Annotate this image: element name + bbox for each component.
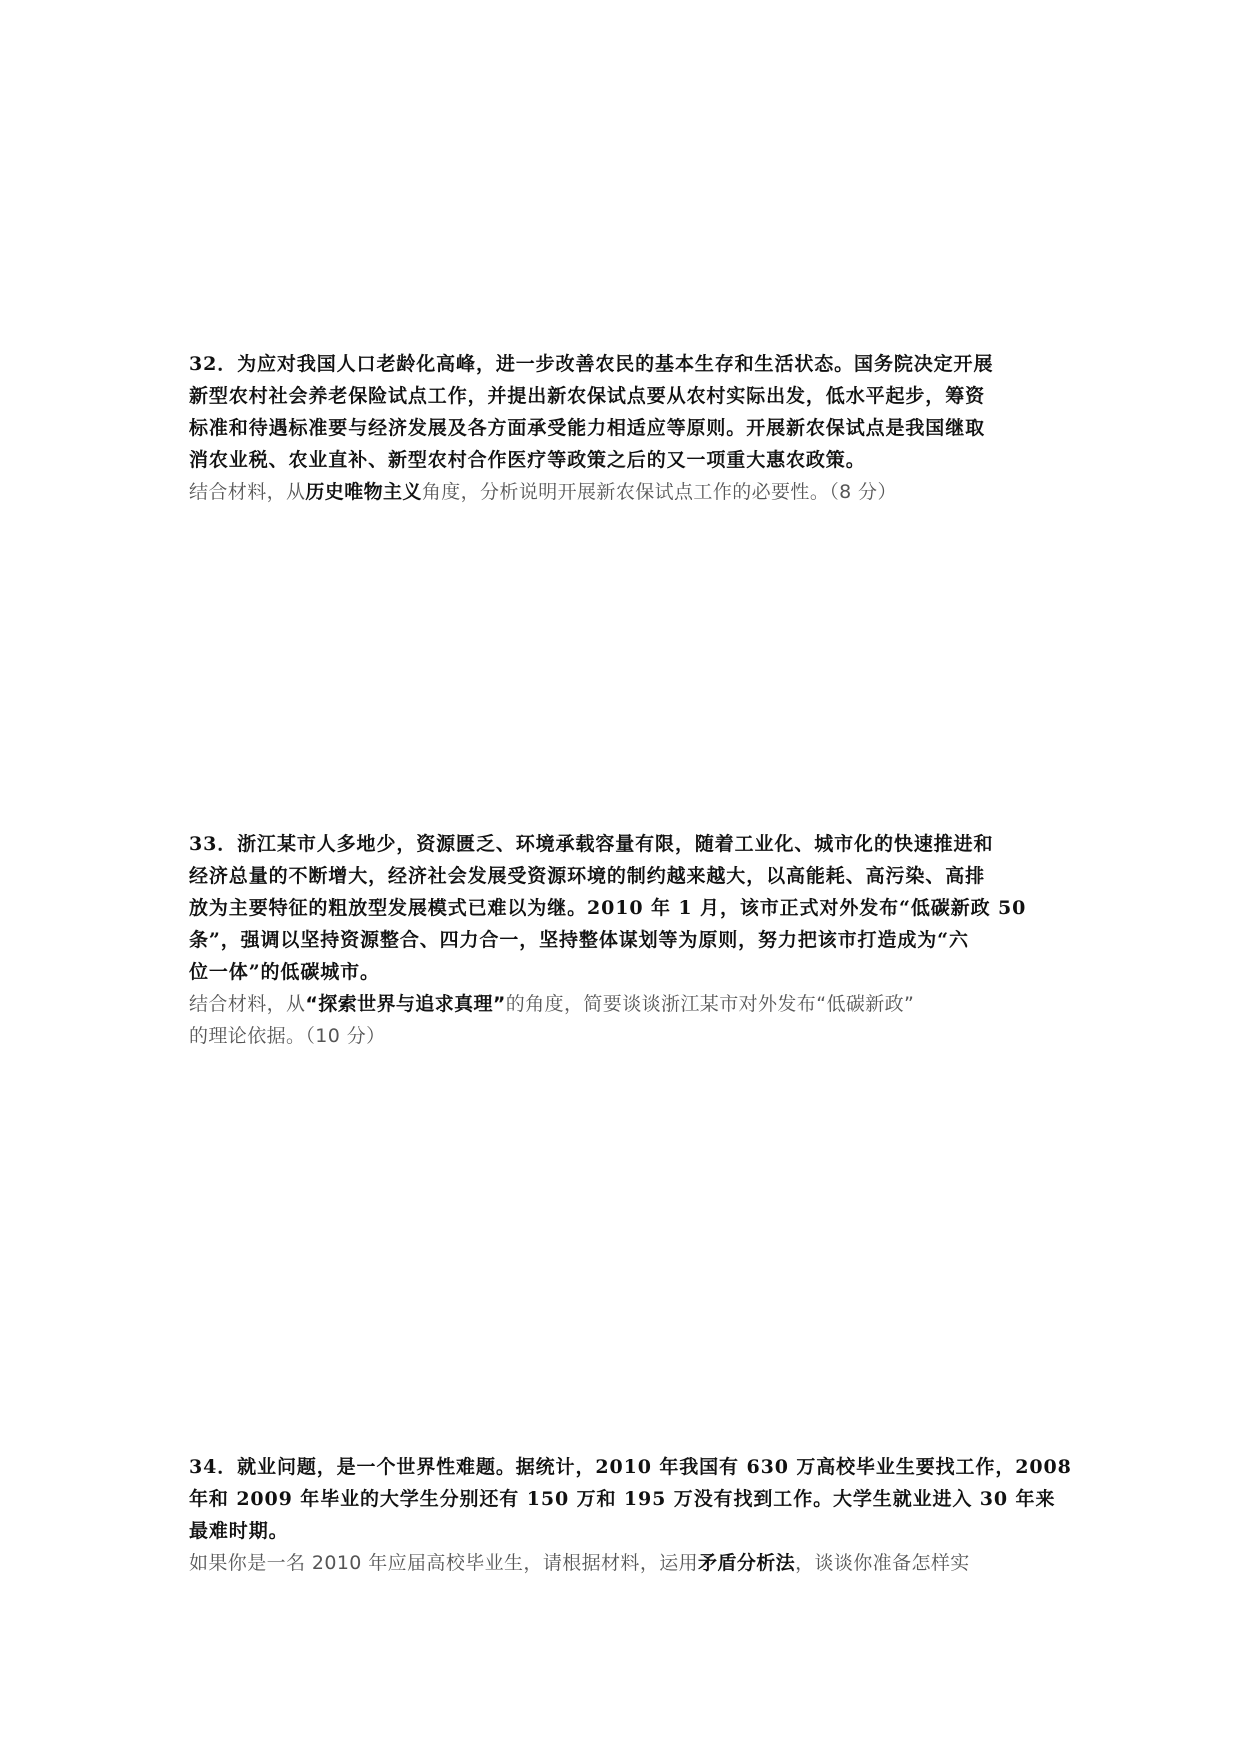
question-32-material bbox=[189, 348, 1053, 476]
material-line: 33．浙江某市人多地少，资源匮乏、环境承载容量有限，随着工业化、城市化的快速推进和 bbox=[189, 833, 994, 855]
prompt-line bbox=[189, 988, 1053, 1020]
prompt-pre: 结合材料，从 bbox=[189, 993, 306, 1015]
question-34-prompt bbox=[189, 1547, 1053, 1579]
material-line: 经济总量的不断增大，经济社会发展受资源环境的制约越来越大，以高能耗、高污染、高排 bbox=[189, 865, 986, 887]
prompt-pre: 结合材料，从 bbox=[189, 481, 306, 503]
question-33 bbox=[189, 828, 1053, 1052]
prompt-key-term: “探索世界与追求真理” bbox=[305, 993, 506, 1015]
question-32-prompt bbox=[189, 476, 1053, 508]
question-33-prompt bbox=[189, 988, 1053, 1052]
prompt-line: 的理论依据。（10 分） bbox=[189, 1025, 386, 1047]
question-34 bbox=[189, 1451, 1072, 1579]
material-line: 条”，强调以坚持资源整合、四力合一，坚持整体谋划等为原则，努力把该市打造成为“六 bbox=[189, 929, 969, 951]
question-32 bbox=[189, 348, 1053, 508]
material-line: 最难时期。 bbox=[189, 1520, 289, 1542]
prompt-key-term: 历史唯物主义 bbox=[305, 481, 422, 503]
material-line: 年和 2009 年毕业的大学生分别还有 150 万和 195 万没有找到工作。大学生就业进入 30 年来 bbox=[189, 1488, 1056, 1510]
question-33-material bbox=[189, 828, 1053, 988]
material-line: 标准和待遇标准要与经济发展及各方面承受能力相适应等原则。开展新农保试点是我国继取 bbox=[189, 417, 986, 439]
prompt-post: 的角度，简要谈谈浙江某市对外发布“低碳新政” bbox=[505, 993, 915, 1015]
material-line: 新型农村社会养老保险试点工作，并提出新农保试点要从农村实际出发，低水平起步，筹资 bbox=[189, 385, 986, 407]
material-line: 32．为应对我国人口老龄化高峰，进一步改善农民的基本生存和生活状态。国务院决定开展 bbox=[189, 353, 994, 375]
material-line: 位一体”的低碳城市。 bbox=[189, 961, 380, 983]
prompt-line bbox=[189, 476, 1053, 508]
material-line: 34．就业问题，是一个世界性难题。据统计，2010 年我国有 630 万高校毕业生要找工作，2008 bbox=[189, 1456, 1072, 1478]
prompt-post: ，谈谈你准备怎样实 bbox=[795, 1552, 970, 1574]
prompt-line bbox=[189, 1547, 1053, 1579]
prompt-key-term: 矛盾分析法 bbox=[698, 1552, 796, 1574]
prompt-pre: 如果你是一名 2010 年应届高校毕业生，请根据材料，运用 bbox=[189, 1552, 699, 1574]
prompt-post: 角度，分析说明开展新农保试点工作的必要性。（8 分） bbox=[421, 481, 897, 503]
material-line: 消农业税、农业直补、新型农村合作医疗等政策之后的又一项重大惠农政策。 bbox=[189, 449, 866, 471]
question-34-material bbox=[189, 1451, 1072, 1547]
material-line: 放为主要特征的粗放型发展模式已难以为继。2010 年 1 月，该市正式对外发布“低碳新政 50 bbox=[189, 897, 1027, 919]
